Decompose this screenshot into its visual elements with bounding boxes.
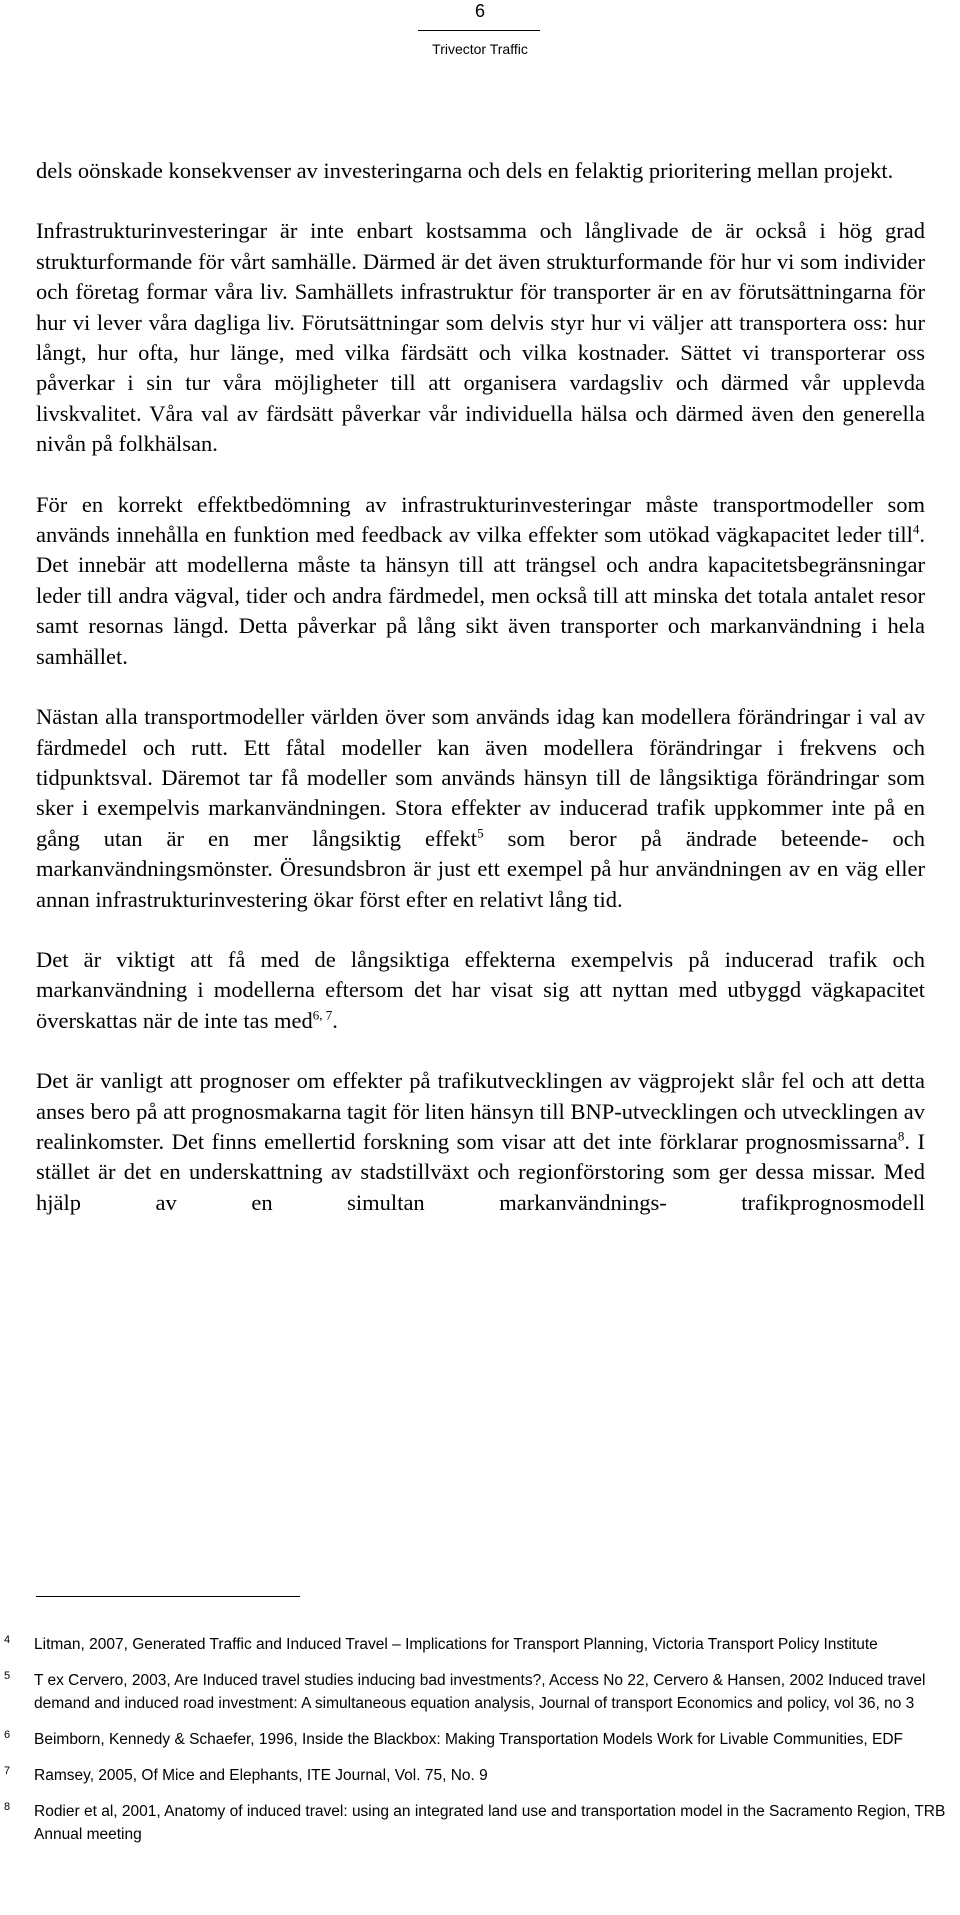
footnote bbox=[4, 1728, 949, 1751]
paragraph-1 bbox=[36, 156, 925, 186]
footnote-ref-7[interactable]: 7 bbox=[325, 1007, 333, 1023]
footnote-mark: 8 bbox=[4, 1801, 11, 1813]
page-number: 6 bbox=[474, 1, 485, 21]
footnote bbox=[4, 1633, 949, 1656]
footnote-text: Litman, 2007, Generated Traffic and Induced Travel – Implications for Transport Planning, Victoria Transport Policy Institute bbox=[34, 1636, 878, 1653]
footnote-mark: 4 bbox=[4, 1634, 11, 1646]
footnote bbox=[4, 1764, 949, 1787]
footnote bbox=[4, 1669, 949, 1715]
paragraph-4-text-a: Nästan alla transportmodeller världen över som används idag kan modellera förändringar i val av färdmedel och rutt. Ett fåtal modeller kan även modellera förändringar i frekvens och tidpunktsval. Däremot tar få modeller som används hänsyn till de långsiktiga förändringar som sker i exempelvis markanvändningen. Stora effekter av inducerad trafik uppkommer inte på en gång utan är en mer långsiktig effekt bbox=[36, 704, 925, 851]
footnote-text: Ramsey, 2005, Of Mice and Elephants, ITE Journal, Vol. 75, No. 9 bbox=[34, 1767, 488, 1784]
footnote-mark: 5 bbox=[4, 1670, 11, 1682]
paragraph-5-text-a: Det är viktigt att få med de långsiktiga effekterna exempelvis på inducerad trafik och markanvändning i modellerna eftersom det har visat sig att nyttan med utbyggd vägkapacitet överskattas när de inte tas med bbox=[36, 946, 925, 1033]
footnote-text: Beimborn, Kennedy & Schaefer, 1996, Inside the Blackbox: Making Transportation Models Work for Livable Communities, EDF bbox=[34, 1731, 904, 1748]
body-text bbox=[36, 156, 925, 1218]
footnote bbox=[4, 1800, 949, 1846]
footnotes bbox=[4, 1633, 949, 1859]
footnote-ref-8[interactable]: 8 bbox=[897, 1128, 905, 1144]
paragraph-6 bbox=[36, 1066, 925, 1218]
footnote-ref-4[interactable]: 4 bbox=[912, 521, 920, 537]
footnote-text: T ex Cervero, 2003, Are Induced travel studies inducing bad investments?, Access No 22, Cervero & Hansen, 2002 Induced travel demand and induced road investment: A simultaneous equation analysis, Journal of transport Economics and policy, vol 36, no 3 bbox=[34, 1672, 926, 1712]
paragraph-1-text: dels oönskade konsekvenser av investeringarna och dels en felaktig prioritering mellan projekt. bbox=[36, 158, 894, 183]
page-header bbox=[0, 0, 960, 70]
paragraph-2 bbox=[36, 216, 925, 459]
paragraph-3-text-b: . Det innebär att modellerna måste ta hänsyn till att trängsel och andra kapacitetsbegränsningar leder till andra vägval, tider och andra färdmedel, men också till att minska det totala antalet resor samt resornas längd. Detta påverkar på lång sikt även transporter och markanvändning i hela samhället. bbox=[36, 522, 925, 669]
footnote-ref-separator: , bbox=[319, 1007, 326, 1023]
running-head: Trivector Traffic bbox=[432, 41, 528, 57]
header-rule bbox=[418, 30, 540, 31]
paragraph-4-text-b: som beror på ändrade beteende- och markanvändningsmönster. Öresundsbron är just ett exempel på hur användningen av en väg eller annan infrastrukturinvestering ökar först efter en relativt lång tid. bbox=[36, 825, 925, 912]
paragraph-6-text-b: . I stället är det en underskattning av stadstillväxt och regionförstoring som ger dessa missar. Med hjälp av en simultan markanvändnings- trafikprognosmodell bbox=[36, 1128, 925, 1215]
footnote-mark: 6 bbox=[4, 1729, 11, 1741]
paragraph-4 bbox=[36, 702, 925, 915]
paragraph-3 bbox=[36, 490, 925, 672]
footnote-ref-5[interactable]: 5 bbox=[477, 825, 484, 841]
paragraph-5 bbox=[36, 945, 925, 1036]
paragraph-3-text-a: För en korrekt effektbedömning av infrastrukturinvesteringar måste transportmodeller som används innehålla en funktion med feedback av vilka effekter som utökad vägkapacitet leder till bbox=[36, 491, 925, 548]
paragraph-2-text: Infrastrukturinvesteringar är inte enbart kostsamma och långlivade de är också i hög grad strukturformande för vårt samhälle. Därmed är det även strukturformande för hur vi som individer och företag formar våra liv. Samhällets infrastruktur för transporter är en av förutsättningarna för hur vi lever våra dagliga liv. Förutsättningar som delvis styr hur vi väljer att transportera oss: hur långt, hur ofta, hur länge, med vilka färdsätt och vilka kostnader. Sättet vi transporterar oss påverkar i sin tur våra möjligheter till att organisera vardagsliv och därmed vår upplevda livskvalitet. Våra val av färdsätt påverkar vår individuella hälsa och därmed även den generella nivån på folkhälsan. bbox=[36, 218, 925, 457]
paragraph-5-text-b: . bbox=[332, 1007, 338, 1033]
footnote-mark: 7 bbox=[4, 1765, 11, 1777]
footnote-ref-6[interactable]: 6 bbox=[312, 1007, 320, 1023]
paragraph-6-text-a: Det är vanligt att prognoser om effekter på trafikutvecklingen av vägprojekt slår fel och att detta anses bero på att prognosmakarna tagit för liten hänsyn till BNP-utvecklingen och utvecklingen av realinkomster. Det finns emellertid forskning som visar att det inte förklarar prognosmissarna bbox=[36, 1068, 925, 1154]
footnote-text: Rodier et al, 2001, Anatomy of induced travel: using an integrated land use and transportation model in the Sacramento Region, TRB Annual meeting bbox=[34, 1803, 946, 1843]
footnote-separator bbox=[36, 1596, 300, 1597]
